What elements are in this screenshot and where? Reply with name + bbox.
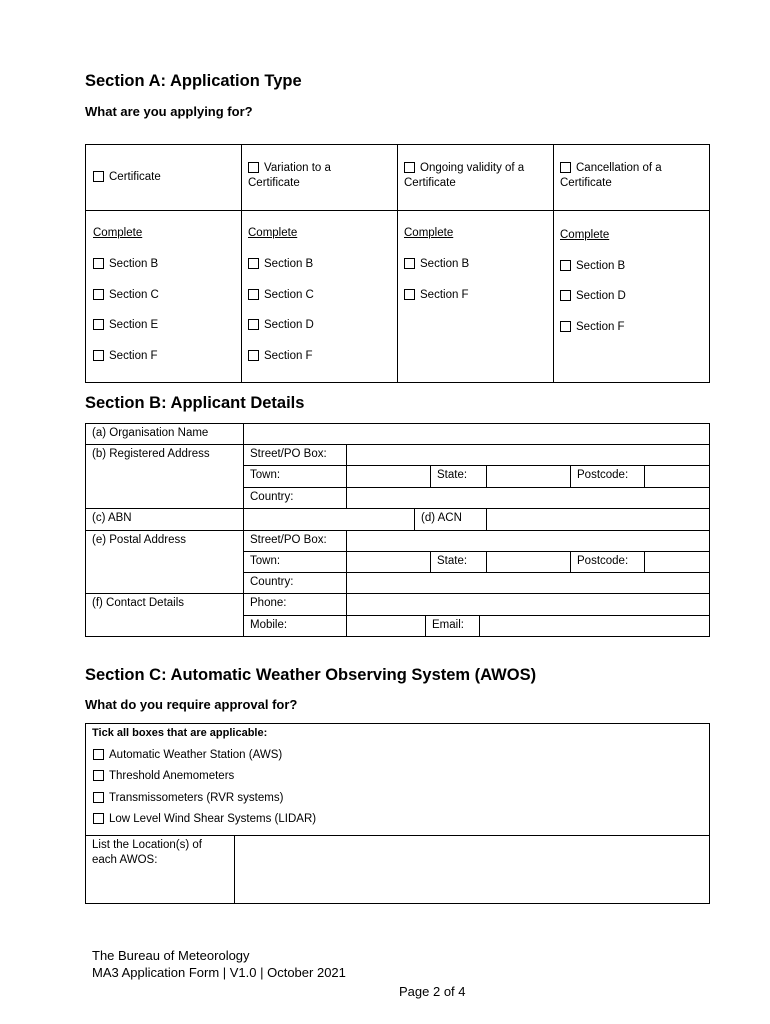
complete-label: Complete [404,227,454,239]
email-label: Email: [432,619,464,631]
phone-input[interactable] [348,595,708,614]
section-c-question: What do you require approval for? [85,697,298,712]
checkbox[interactable] [560,260,571,271]
type-ongoing-validity-option[interactable]: Ongoing validity of a Certificate [404,162,525,189]
postal-state-input[interactable] [488,553,569,571]
checkbox[interactable] [248,289,259,300]
checkbox[interactable] [248,319,259,330]
contact-details-label: (f) Contact Details [92,597,185,609]
list-item[interactable]: Section F [93,349,158,364]
col-line [346,444,347,508]
state-label: State: [437,555,468,567]
col-line [479,615,480,637]
org-name-input[interactable] [245,425,708,443]
acn-input[interactable] [488,510,708,529]
list-item[interactable]: Section C [93,288,159,303]
postal-address-label: (e) Postal Address [92,534,186,546]
abn-label: (c) ABN [92,512,132,524]
row-line [243,551,710,552]
tick-all-label: Tick all boxes that are applicable: [92,727,268,739]
awos-option[interactable]: Low Level Wind Shear Systems (LIDAR) [93,812,316,827]
checkbox[interactable] [93,319,104,330]
complete-label: Complete [93,227,143,239]
row-line [243,572,710,573]
col-line [243,423,244,637]
section-a-col-divider [553,144,554,383]
mobile-input[interactable] [348,617,424,635]
section-c-title: Section C: Automatic Weather Observing System (AWOS) [85,666,537,684]
section-a-col-divider [241,144,242,383]
checkbox[interactable] [404,289,415,300]
type-variation-option[interactable]: Variation to a Certificate [248,162,331,189]
section-a-col-divider [397,144,398,383]
type-cancellation-option[interactable]: Cancellation of a Certificate [560,162,662,189]
locations-input[interactable] [236,837,708,902]
org-name-label: (a) Organisation Name [92,427,209,439]
awos-option[interactable]: Automatic Weather Station (AWS) [93,748,282,763]
list-item[interactable]: Section F [248,349,313,364]
row-line [85,530,710,531]
postal-town-input[interactable] [348,553,429,571]
section-c-row-divider [85,835,710,836]
checkbox[interactable] [93,258,104,269]
mobile-label: Mobile: [250,619,288,631]
checkbox[interactable] [93,350,104,361]
email-input[interactable] [481,617,708,635]
checkbox[interactable] [93,813,104,824]
col-line [414,508,415,530]
section-a-question: What are you applying for? [85,104,253,119]
checkbox[interactable] [248,350,259,361]
type-certificate-option[interactable]: Certificate [93,170,161,185]
col-line [486,551,487,572]
awos-option[interactable]: Transmissometers (RVR systems) [93,791,283,806]
checkbox[interactable] [248,258,259,269]
postal-street-input[interactable] [348,532,708,550]
list-item[interactable]: Section B [560,259,625,274]
acn-label: (d) ACN [421,512,462,524]
list-item[interactable]: Section F [560,320,625,335]
list-item[interactable]: Section D [248,318,314,333]
state-label: State: [437,469,468,481]
checkbox-certificate[interactable] [93,171,104,182]
registered-town-input[interactable] [348,467,429,486]
section-c-col-divider [234,835,235,904]
town-label: Town: [250,555,281,567]
country-label: Country: [250,491,294,503]
checkbox[interactable] [93,289,104,300]
row-line [243,615,710,616]
section-b-title: Section B: Applicant Details [85,394,305,412]
postcode-label: Postcode: [577,469,629,481]
registered-postcode-input[interactable] [646,467,708,486]
col-line [570,465,571,487]
checkbox[interactable] [404,258,415,269]
row-line [85,593,710,594]
page-number: Page 2 of 4 [399,984,466,999]
list-item[interactable]: Section D [560,289,626,304]
checkbox-variation[interactable] [248,162,259,173]
col-line [644,465,645,487]
checkbox[interactable] [560,321,571,332]
registered-street-input[interactable] [348,446,708,464]
list-item[interactable]: Section B [404,257,469,272]
checkbox-ongoing-validity[interactable] [404,162,415,173]
col-line [430,551,431,572]
col-line [430,465,431,487]
col-line [486,465,487,487]
complete-label: Complete [248,227,298,239]
locations-label: List the Location(s) of each AWOS: [92,839,202,866]
checkbox-cancellation[interactable] [560,162,571,173]
country-label: Country: [250,576,294,588]
col-line [570,551,571,572]
section-a-title: Section A: Application Type [85,72,302,90]
town-label: Town: [250,469,281,481]
checkbox[interactable] [93,792,104,803]
street-label: Street/PO Box: [250,448,327,460]
list-item[interactable]: Section B [93,257,158,272]
row-line [85,508,710,509]
col-line [346,530,347,637]
awos-option[interactable]: Threshold Anemometers [93,769,234,784]
postal-postcode-input[interactable] [646,553,708,571]
checkbox[interactable] [93,770,104,781]
registered-state-input[interactable] [488,467,569,486]
col-line [644,551,645,572]
checkbox[interactable] [93,749,104,760]
row-line [85,444,710,445]
list-item[interactable]: Section F [404,288,469,303]
complete-label: Complete [560,229,610,241]
list-item[interactable]: Section E [93,318,158,333]
col-line [486,508,487,530]
list-item[interactable]: Section C [248,288,314,303]
phone-label: Phone: [250,597,287,609]
list-item[interactable]: Section B [248,257,313,272]
checkbox[interactable] [560,290,571,301]
registered-address-label: (b) Registered Address [92,448,210,460]
postal-country-input[interactable] [348,574,708,592]
registered-country-input[interactable] [348,489,708,507]
row-line [243,465,710,466]
street-label: Street/PO Box: [250,534,327,546]
abn-input[interactable] [245,510,413,529]
footer-org: The Bureau of Meteorology [92,948,250,963]
row-line [243,487,710,488]
postcode-label: Postcode: [577,555,629,567]
footer-form: MA3 Application Form | V1.0 | October 2021 [92,965,346,980]
col-line [425,615,426,637]
